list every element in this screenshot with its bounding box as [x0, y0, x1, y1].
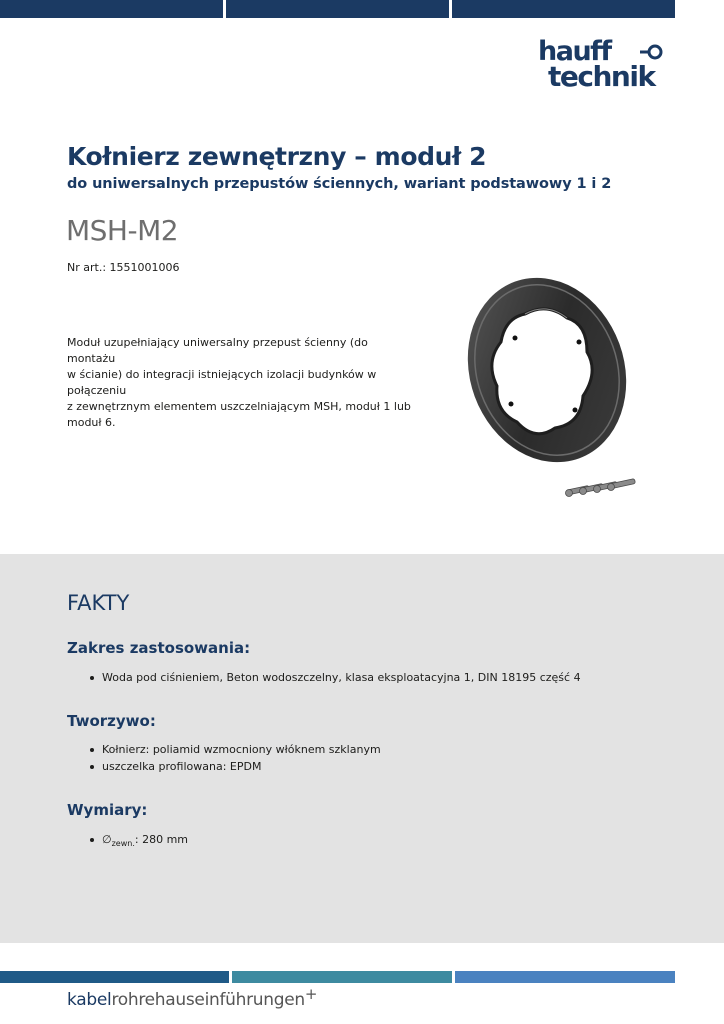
- footer-brand-plus: +: [304, 985, 318, 1003]
- list-item: Kołnierz: poliamid wzmocniony włóknem szklanym: [90, 741, 381, 758]
- section-heading-material: Tworzywo:: [67, 712, 156, 730]
- flange-ring: [455, 272, 645, 485]
- diameter-value: : 280 mm: [134, 833, 189, 846]
- section-heading-dimensions: Wymiary:: [67, 801, 148, 819]
- material-list: [90, 741, 381, 775]
- page-title: Kołnierz zewnętrzny – moduł 2: [67, 142, 487, 171]
- bottom-bar-2: [232, 971, 452, 983]
- top-bar-3: [452, 0, 675, 18]
- top-bar-2: [226, 0, 449, 18]
- top-bar-1: [0, 0, 223, 18]
- hauff-technik-logo: [536, 38, 678, 100]
- description-line: moduł 6.: [67, 416, 116, 429]
- list-item: Woda pod ciśnieniem, Beton wodoszczelny, klasa eksploatacyjna 1, DIN 18195 część 4: [90, 669, 581, 686]
- description-line: Moduł uzupełniający uniwersalny przepust ścienny (do montażu: [67, 336, 368, 365]
- product-description: [67, 335, 412, 431]
- bottom-bar-3: [455, 971, 675, 983]
- page-subtitle: do uniwersalnych przepustów ściennych, wariant podstawowy 1 i 2: [67, 176, 612, 192]
- logo-line-2: technik: [548, 60, 655, 93]
- diameter-subscript: zewn.: [111, 839, 135, 848]
- top-color-bars: [0, 0, 675, 18]
- product-code: MSH-M2: [66, 214, 179, 247]
- diameter-symbol: ∅: [102, 833, 112, 846]
- footer-brand-part2: rohrehauseinführungen: [111, 990, 305, 1010]
- application-list: [90, 669, 581, 686]
- screws: [566, 479, 636, 497]
- footer-brand: [67, 985, 317, 1010]
- description-line: z zewnętrznym elementem uszczelniającym MSH, moduł 1 lub: [67, 400, 411, 413]
- logo-plug-icon: [536, 38, 678, 100]
- bottom-bar-1: [0, 971, 229, 983]
- list-item: uszczelka profilowana: EPDM: [90, 758, 381, 775]
- bottom-color-bars: [0, 971, 675, 983]
- section-heading-application: Zakres zastosowania:: [67, 639, 251, 657]
- list-item: [90, 831, 188, 852]
- footer-brand-part1: kabel: [67, 990, 112, 1010]
- dimensions-list: [90, 831, 188, 852]
- article-number: Nr art.: 1551001006: [67, 261, 180, 274]
- product-image: [455, 272, 645, 504]
- logo-line-1: hauff: [538, 36, 611, 67]
- description-line: w ścianie) do integracji istniejących izolacji budynków w połączeniu: [67, 368, 377, 397]
- facts-title: FAKTY: [67, 591, 130, 615]
